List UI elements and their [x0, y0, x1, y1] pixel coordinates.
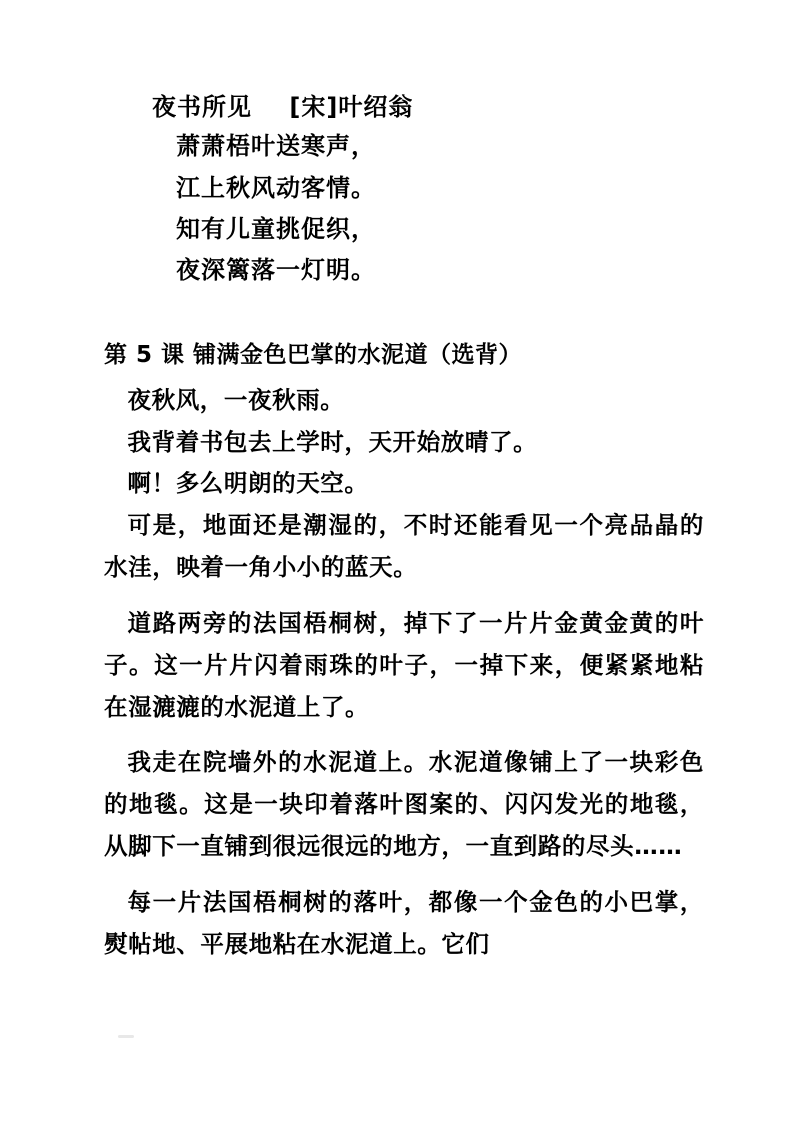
paragraph-gap — [104, 589, 704, 603]
poem-line: 夜深篱落一灯明。 — [176, 256, 376, 285]
poem-block — [104, 88, 704, 291]
document-content — [104, 88, 704, 965]
paragraph-gap — [104, 868, 704, 882]
paragraph: 道路两旁的法国梧桐树，掉下了一片片金黄金黄的叶子。这一片片闪着雨珠的叶子，一掉下来，便紧紧地粘在湿漉漉的水泥道上了。 — [104, 608, 704, 721]
poem-line: 萧萧梧叶送寒声， — [176, 132, 376, 161]
scan-speck — [118, 1035, 134, 1038]
paragraph: 每一片法国梧桐树的落叶，都像一个金色的小巴掌，熨帖地、平展地粘在水泥道上。它们 — [104, 887, 704, 958]
poem-line: 江上秋风动客情。 — [176, 173, 376, 202]
paragraph-gap — [104, 728, 704, 742]
paragraph: 我背着书包去上学时，天开始放晴了。 — [127, 427, 538, 456]
paragraph: 可是，地面还是潮湿的，不时还能看见一个亮品晶的水洼，映着一角小小的蓝天。 — [104, 511, 704, 582]
lesson-heading: 第 5 课 铺满金色巴掌的水泥道（选背） — [104, 342, 523, 369]
paragraph: 我走在院墙外的水泥道上。水泥道像铺上了一块彩色的地毯。这是一块印着落叶图案的、闪闪发光的地毯，从脚下一直铺到很远很远的地方，一直到路的尽头…… — [104, 748, 704, 860]
poem-title: 夜书所见 [宋]叶绍翁 — [152, 93, 414, 121]
paragraph: 夜秋风，一夜秋雨。 — [127, 385, 345, 414]
poem-line: 知有儿童挑促织， — [176, 214, 376, 243]
paragraph: 啊！多么明朗的天空。 — [127, 469, 369, 498]
